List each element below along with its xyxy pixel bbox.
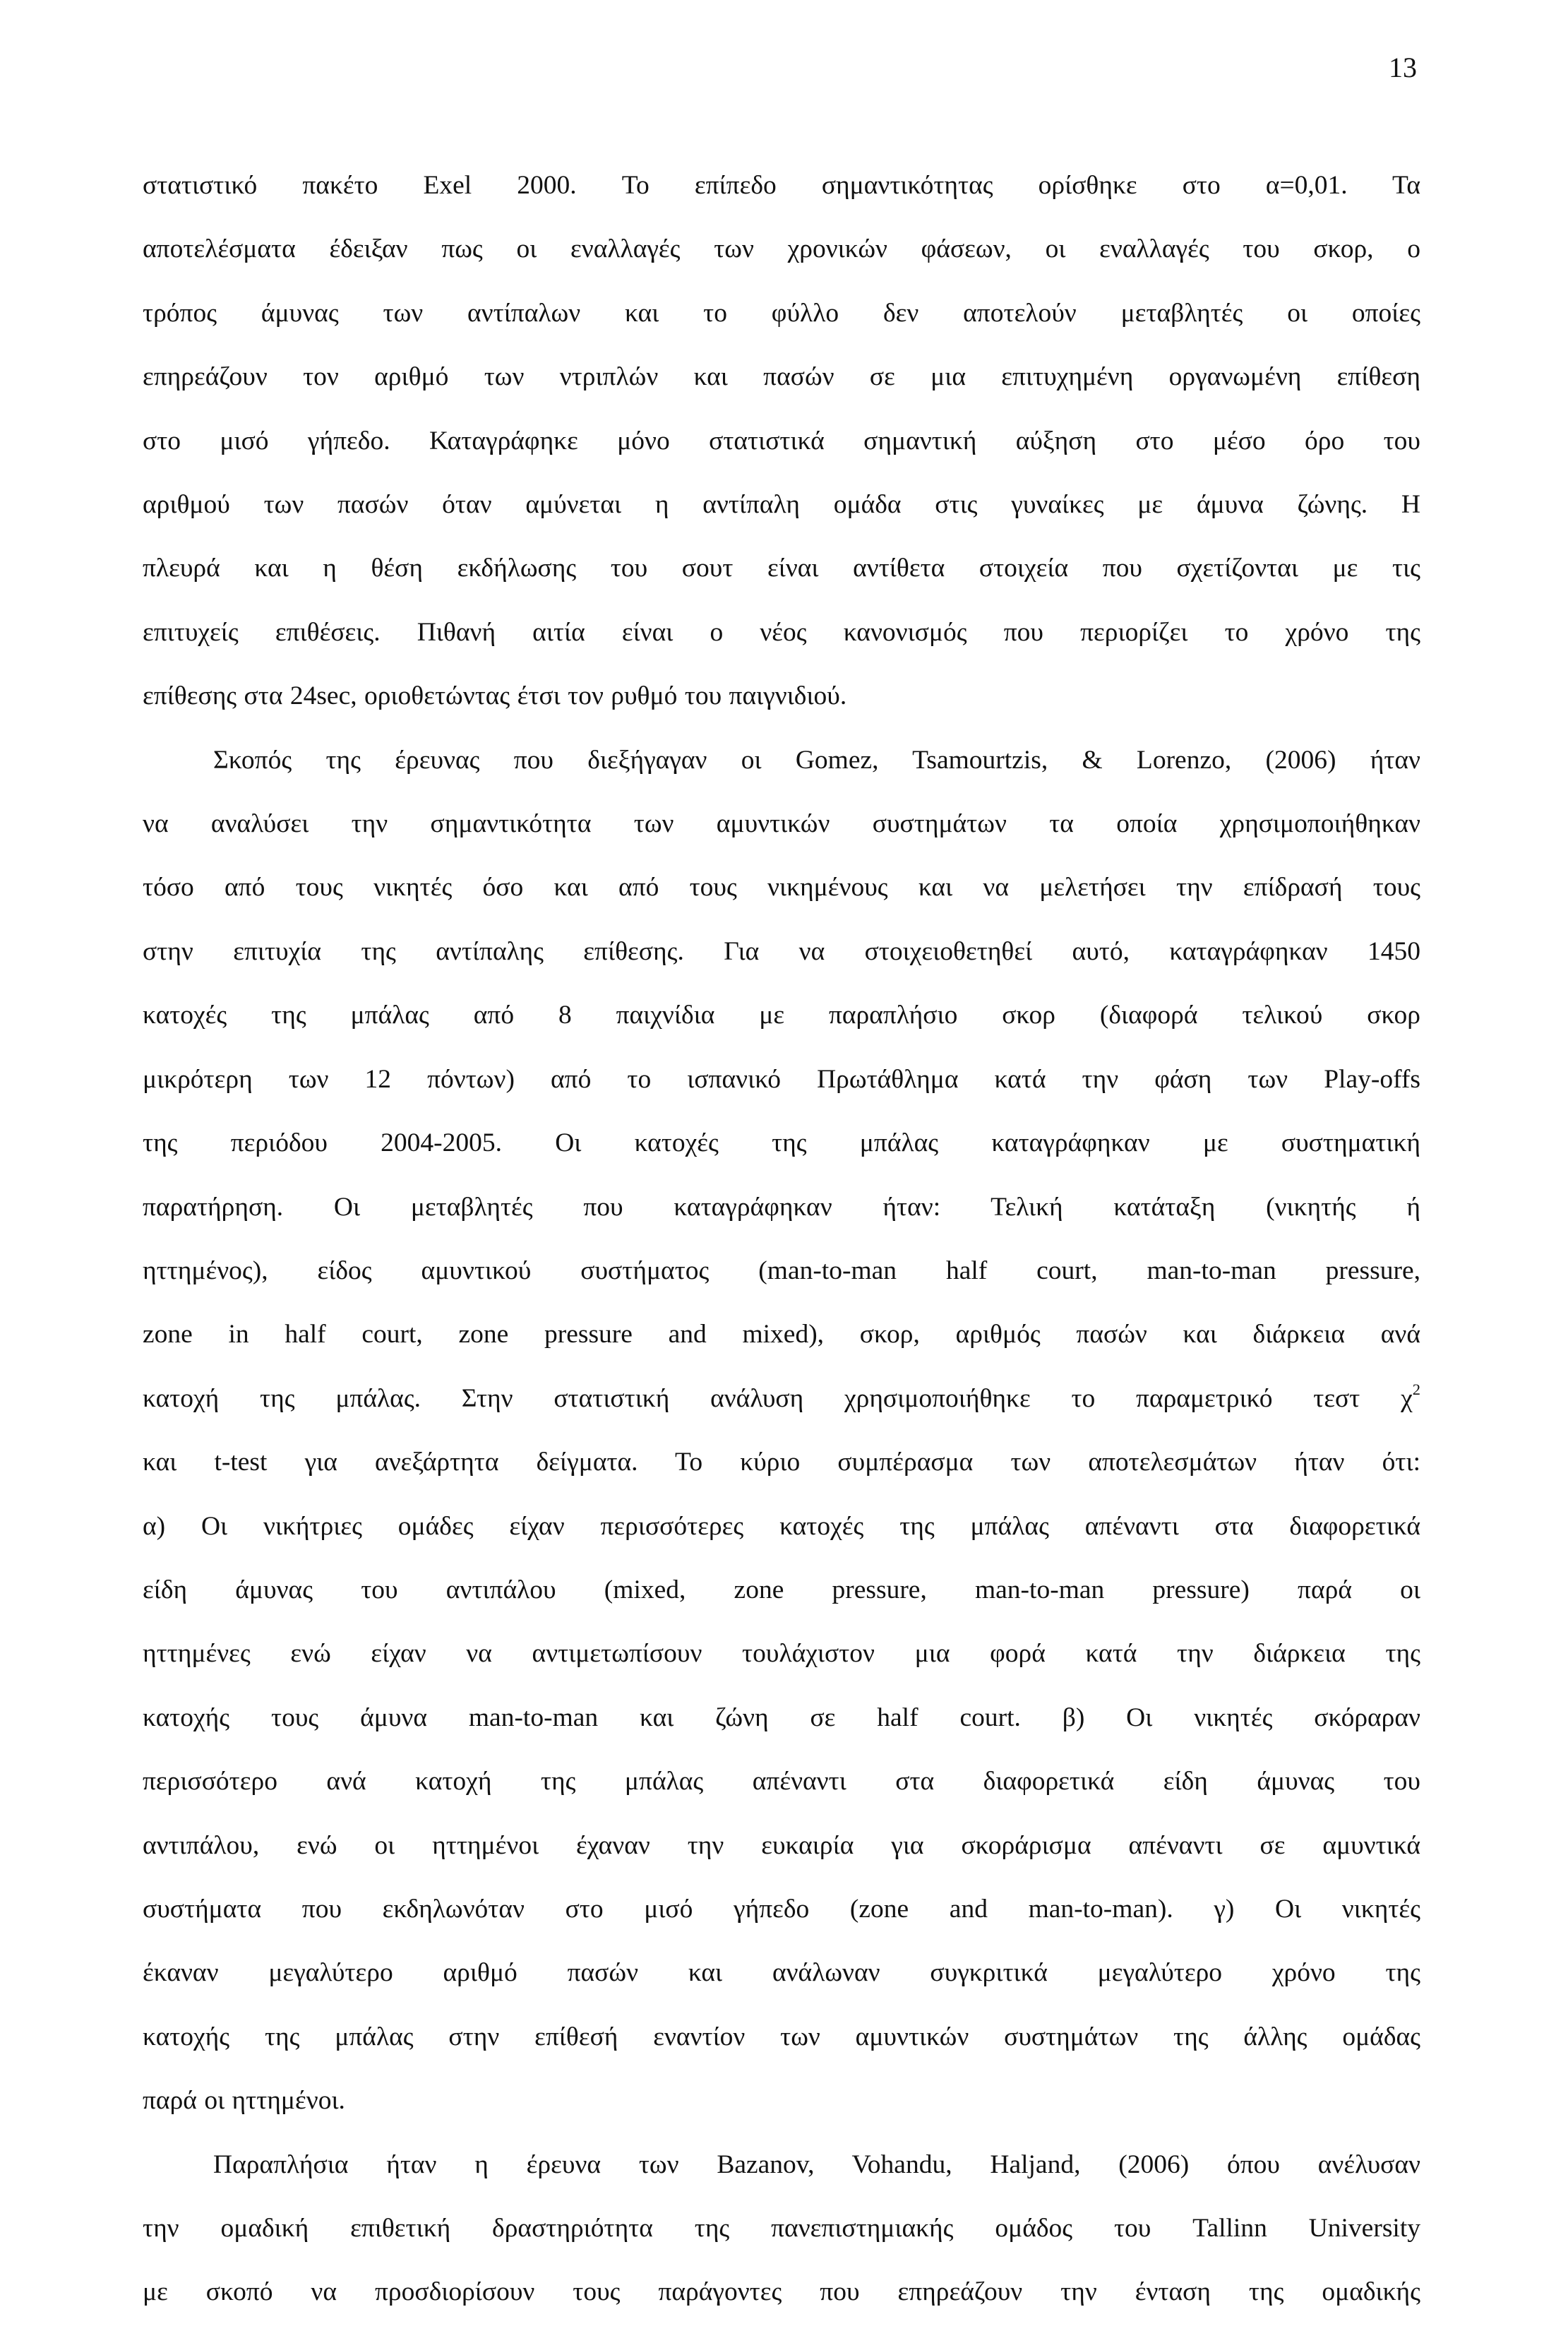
text-line-main: κατοχή της μπάλας. Στην στατιστική ανάλυση χρησιμοποιήθηκε το παραμετρικό τεστ χ bbox=[143, 1383, 1413, 1413]
page-number: 13 bbox=[1389, 52, 1417, 83]
text-line: Σκοπός της έρευνας που διεξήγαγαν οι Gomez, Tsamourtzis, & Lorenzo, (2006) ήταν bbox=[213, 745, 1420, 775]
text-line: παρά οι ηττημένοι. bbox=[143, 2086, 345, 2116]
text-line: ηττημένος), είδος αμυντικού συστήματος (man-to-man half court, man-to-man pressure, bbox=[143, 1256, 1420, 1285]
paragraph-1 bbox=[143, 154, 1420, 729]
text-line: αποτελέσματα έδειξαν πως οι εναλλαγές των χρονικών φάσεων, οι εναλλαγές του σκορ, ο bbox=[143, 234, 1420, 264]
text-line: επίθεσης στα 24sec, οριοθετώντας έτσι τον ρυθμό του παιγνιδιού. bbox=[143, 681, 847, 711]
text-line: επιτυχείς επιθέσεις. Πιθανή αιτία είναι ο νέος κανονισμός που περιορίζει το χρόνο της bbox=[143, 617, 1420, 647]
paragraph-2 bbox=[143, 729, 1420, 2133]
text-line: πλευρά και η θέση εκδήλωσης του σουτ είναι αντίθετα στοιχεία που σχετίζονται με τις bbox=[143, 554, 1420, 583]
text-line: παρατήρηση. Οι μεταβλητές που καταγράφηκαν ήταν: Τελική κατάταξη (νικητής ή bbox=[143, 1192, 1420, 1222]
text-line: αντιπάλου, ενώ οι ηττημένοι έχαναν την ευκαιρία για σκοράρισμα απέναντι σε αμυντικά bbox=[143, 1830, 1420, 1860]
text-line: κατοχής τους άμυνα man-to-man και ζώνη σε half court. β) Οι νικητές σκόραραν bbox=[143, 1703, 1420, 1732]
text-line: είδη άμυνας του αντιπάλου (mixed, zone pressure, man-to-man pressure) παρά οι bbox=[143, 1575, 1420, 1604]
text-line: αριθμού των πασών όταν αμύνεται η αντίπαλη ομάδα στις γυναίκες με άμυνα ζώνης. Η bbox=[143, 490, 1420, 520]
text-line: συστήματα που εκδηλωνόταν στο μισό γήπεδο (zone and man-to-man). γ) Οι νικητές bbox=[143, 1894, 1420, 1924]
text-line: τρόπος άμυνας των αντίπαλων και το φύλλο δεν αποτελούν μεταβλητές οι οποίες bbox=[143, 298, 1420, 328]
text-line-with-superscript bbox=[143, 1367, 1420, 1431]
text-line: κατοχές της μπάλας από 8 παιχνίδια με παραπλήσιο σκορ (διαφορά τελικού σκορ bbox=[143, 1001, 1420, 1030]
text-line: την ομαδική επιθετική δραστηριότητα της πανεπιστημιακής ομάδος του Tallinn University bbox=[143, 2214, 1420, 2243]
text-line: κατοχής της μπάλας στην επίθεσή εναντίον των αμυντικών συστημάτων της άλλης ομάδας bbox=[143, 2022, 1420, 2051]
text-line: Παραπλήσια ήταν η έρευνα των Bazanov, Vohandu, Haljand, (2006) όπου ανέλυσαν bbox=[213, 2150, 1420, 2179]
text-line: να αναλύσει την σημαντικότητα των αμυντικών συστημάτων τα οποία χρησιμοποιήθηκαν bbox=[143, 809, 1420, 839]
text-line: της περιόδου 2004-2005. Οι κατοχές της μπάλας καταγράφηκαν με συστηματική bbox=[143, 1128, 1420, 1158]
text-line: περισσότερο ανά κατοχή της μπάλας απέναντι στα διαφορετικά είδη άμυνας του bbox=[143, 1767, 1420, 1796]
text-line: στο μισό γήπεδο. Καταγράφηκε μόνο στατιστικά σημαντική αύξηση στο μέσο όρο του bbox=[143, 426, 1420, 455]
text-line: τόσο από τους νικητές όσο και από τους νικημένους και να μελετήσει την επίδρασή τους bbox=[143, 873, 1420, 902]
text-line: στην επιτυχία της αντίπαλης επίθεσης. Για να στοιχειοθετηθεί αυτό, καταγράφηκαν 1450 bbox=[143, 936, 1420, 966]
text-line: στατιστικό πακέτο Exel 2000. Το επίπεδο σημαντικότητας ορίσθηκε στο α=0,01. Τα bbox=[143, 171, 1420, 200]
text-line: zone in half court, zone pressure and mixed), σκορ, αριθμός πασών και διάρκεια ανά bbox=[143, 1320, 1420, 1349]
text-line: και t-test για ανεξάρτητα δείγματα. Το κύριο συμπέρασμα των αποτελεσμάτων ήταν ότι: bbox=[143, 1448, 1420, 1477]
superscript: 2 bbox=[1412, 1380, 1420, 1398]
document-body bbox=[143, 154, 1420, 2325]
text-line: α) Οι νικήτριες ομάδες είχαν περισσότερες κατοχές της μπάλας απέναντι στα διαφορετικά bbox=[143, 1511, 1420, 1541]
text-line: επηρεάζουν τον αριθμό των ντριπλών και πασών σε μια επιτυχημένη οργανωμένη επίθεση bbox=[143, 362, 1420, 392]
paragraph-3 bbox=[143, 2133, 1420, 2325]
text-line: μικρότερη των 12 πόντων) από το ισπανικό Πρωτάθλημα κατά την φάση των Play-offs bbox=[143, 1064, 1420, 1094]
text-line: ηττημένες ενώ είχαν να αντιμετωπίσουν τουλάχιστον μια φορά κατά την διάρκεια της bbox=[143, 1639, 1420, 1669]
text-line: με σκοπό να προσδιορίσουν τους παράγοντες που επηρεάζουν την ένταση της ομαδικής bbox=[143, 2277, 1420, 2307]
text-line: έκαναν μεγαλύτερο αριθμό πασών και ανάλωναν συγκριτικά μεγαλύτερο χρόνο της bbox=[143, 1958, 1420, 1988]
